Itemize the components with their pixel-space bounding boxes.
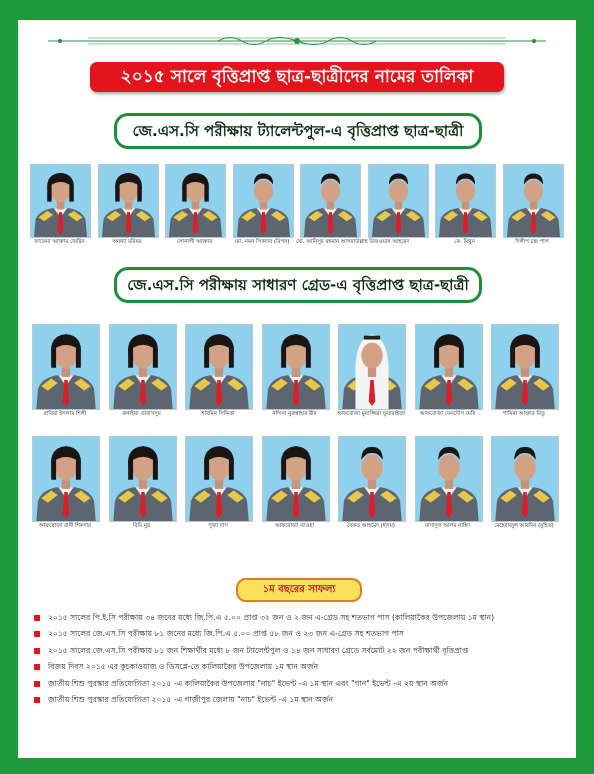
student-photo (109, 324, 177, 410)
student-card (185, 436, 251, 532)
student-photo (491, 436, 559, 522)
student-card (233, 164, 292, 248)
student-name: ফাতেমা আক্তার জেরিন (34, 239, 85, 245)
student-card (435, 164, 494, 248)
achievement-item (34, 610, 564, 626)
achievement-item (34, 643, 564, 659)
student-name: রাসাদুল আলম নাহিদ (424, 523, 471, 529)
student-card (503, 164, 562, 248)
achievement-text: জাতীয় শিশু পুরস্কার প্রতিযোগিতা ২০১৫ -এ কালিয়াকৈর উপজেলায় "নাচ" ইভেন্ট -এ ১ম স্থান এবং "গান" ইভেন্ট -এ ২য় স্থান অর্জন (48, 678, 449, 688)
achievement-item (34, 626, 564, 642)
student-card (109, 324, 175, 420)
student-photo (32, 436, 100, 522)
achievement-item (34, 659, 564, 675)
ornament-divider-icon (48, 34, 546, 48)
student-card (262, 324, 328, 420)
student-card (262, 436, 328, 532)
achievements-list (34, 610, 564, 708)
achievement-item (34, 692, 564, 708)
student-card (338, 436, 404, 532)
student-name: মেহেরাজুল আবদিন (মুহিত) (494, 523, 554, 529)
student-name: পুজা দাস (208, 523, 228, 529)
student-photo (32, 324, 100, 410)
student-photo (435, 164, 496, 238)
student-card (98, 164, 157, 248)
achievement-text: ২০১৫ সালের পি.ই.সি পরীক্ষায় ৩৪ জনের মধ্যে জি.পি.এ ৫.০০ প্রাপ্ত ৩২ জন ও ২ জন এ-গ্রেড সহ শতভাগ পাস (কালিয়াকৈর উপজেলায় ১ম স্থান) (48, 613, 495, 622)
student-photo (233, 164, 294, 238)
student-photo (262, 436, 330, 522)
student-card (368, 164, 427, 248)
student-name: কে. মিথুন (454, 239, 475, 245)
bullet-square-icon (34, 631, 40, 637)
page-title: ২০১৫ সালে বৃত্তিপ্রাপ্ত ছাত্র-ছাত্রীদের নামের তালিকা (90, 62, 504, 92)
student-photo (415, 436, 483, 522)
bullet-square-icon (34, 615, 40, 621)
bullet-square-icon (34, 664, 40, 670)
student-card (30, 164, 89, 248)
student-photo (30, 164, 91, 238)
student-card (32, 436, 98, 532)
student-photo (98, 164, 159, 238)
student-photo (368, 164, 429, 238)
section-title-general: জে.এস.সি পরীক্ষায় সাধারণ গ্রেড-এ বৃত্তিপ্রাপ্ত ছাত্র-ছাত্রী (114, 267, 482, 303)
achievement-text: ২০১৫ সালের জে.এস.সি পরীক্ষায় ৮১ জনের মধ্যে জি.পি.এ ৫.০০ প্রাপ্ত ৫৮ জন ও ২৩ জন এ-গ্রেড সহ শতভাগ পাস (48, 629, 404, 639)
student-name: রিমি নুর (133, 523, 150, 529)
student-name: আফরোজা ফেরদৌস মেরি (419, 411, 476, 417)
student-card (415, 324, 481, 420)
student-card (491, 324, 557, 420)
bullet-square-icon (34, 681, 40, 687)
student-photo (109, 436, 177, 522)
poster-page (18, 20, 576, 758)
student-photo (415, 324, 483, 410)
student-name: বৈকত আহমেদ (হৃদয়) (347, 523, 395, 529)
student-card (296, 164, 410, 248)
student-photo (262, 324, 330, 410)
student-name: আফরোজা মুনাজ্জিরা ফুয়ারাইজা (336, 411, 406, 417)
student-photo (165, 164, 226, 238)
student-name: অনন্যা মরিয়ম (112, 239, 142, 245)
bullet-square-icon (34, 697, 40, 703)
student-card (32, 324, 98, 420)
student-name: শামিমা আক্তার রিতু (503, 411, 545, 417)
achievement-text: ২০১৫ সালের জে.এস.সি পরীক্ষায় ৮১ জন শিক্ষার্থীর মধ্যে ৮ জন ট্যালেন্টপুল ও ১৪ জন সাধারণ গ্রেডে সর্বমোট ২২ জন পরীক্ষার্থী বৃত্তিপ্রাপ্ত (48, 645, 469, 655)
student-name: আফরোজা তাওহা (275, 523, 314, 529)
student-card (109, 436, 175, 532)
student-name: রুনাইয়া তাবাসসুম (122, 411, 161, 417)
student-photo (503, 164, 564, 238)
student-card (415, 436, 481, 532)
student-name: দিলীপ চন্দ্র পাল (515, 239, 549, 245)
student-photo (338, 436, 406, 522)
bullet-square-icon (34, 648, 40, 654)
student-photo (491, 324, 559, 410)
student-card (185, 324, 251, 420)
student-photo (185, 436, 253, 522)
student-card (338, 324, 404, 420)
achievements-title: ১ম বছরের সাফল্য (236, 578, 362, 602)
achievement-text: বিজয় দিবস ২০১৫ এর কুচকাওয়াজ ও ডিসপ্লে-তে কালিয়াকৈর উপজেলায় ১ম স্থান অর্জন (48, 662, 319, 672)
student-name: শারমিন সিদ্দিকা (201, 411, 235, 417)
student-card (491, 436, 557, 532)
student-name: মো. আনিসুর রহমান আসমাউল্লাহ রিজওয়ান আহমেদ (296, 239, 410, 245)
student-name: রাবিয়া ইসলাম শিলী (43, 411, 87, 417)
achievement-text: জাতীয় শিশু পুরস্কার প্রতিযোগিতা ২০১৫ -এ গাজীপুর জেলায় "নাচ" ইভেন্ট -এ ১ম স্থান অর্জন (48, 694, 334, 704)
student-name: মো. নয়ন সিকদার (রিপন) (234, 239, 290, 245)
achievement-item (34, 676, 564, 692)
student-name: আফরোজা রানী শিকদার (39, 523, 91, 529)
student-photo (338, 324, 406, 410)
student-photo (300, 164, 361, 238)
student-photo (185, 324, 253, 410)
student-name: নন্দিনা নুরুন্নাহার রীম (272, 411, 317, 417)
student-card (165, 164, 224, 248)
section-title-talentpool: জে.এস.সি পরীক্ষায় ট্যালেন্টপুল-এ বৃত্তিপ্রাপ্ত ছাত্র-ছাত্রী (114, 113, 482, 149)
student-name: সোনালী আক্তার (176, 239, 213, 245)
